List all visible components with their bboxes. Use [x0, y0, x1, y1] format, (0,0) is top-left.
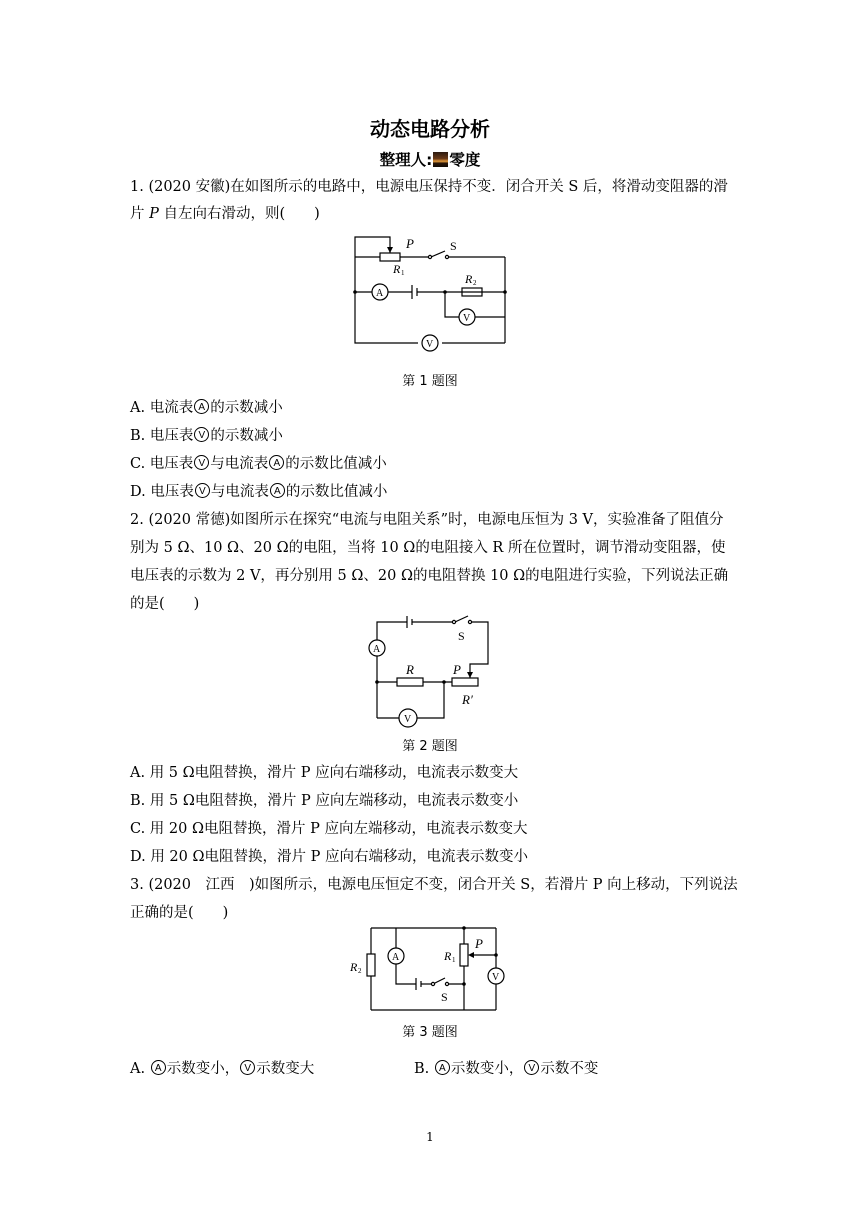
q2-voltmeter-label: V	[404, 714, 412, 725]
q3-r1-sub: 1	[452, 956, 456, 964]
q1-stem-line1: 1. (2020 安徽)在如图所示的电路中，电源电压保持不变．闭合开关 S 后，将滑动变阻器的滑	[130, 179, 728, 195]
q1-r2-sub: 2	[473, 279, 477, 287]
page-number: 1	[426, 1130, 434, 1144]
q1-option-b[interactable]: B. 电压表 V 的示数减小	[130, 428, 283, 444]
q1-option-d[interactable]: D. 电压表 V 与电流表 A 的示数比值减小	[130, 484, 388, 500]
q3-ammeter-label: A	[392, 952, 400, 963]
q3-r2-label: R	[350, 960, 358, 974]
q2-slider-label: P	[453, 662, 461, 677]
q1-caption: 第 1 题图	[402, 374, 458, 389]
page-title: 动态电路分析	[370, 117, 490, 141]
sunset-avatar-icon	[433, 152, 448, 167]
q2-option-a[interactable]: A. 用 5 Ω电阻替换，滑片 P 应向右端移动，电流表示数变大	[130, 765, 519, 781]
q1-option-c[interactable]: C. 电压表 V 与电流表 A 的示数比值减小	[130, 456, 387, 472]
q3-circuit-diagram	[346, 924, 516, 1016]
q2-stem-line1: 2. (2020 常德)如图所示在探究“电流与电阻关系”时，电源电压恒为 3 V，实验准备了阻值分	[130, 512, 724, 528]
q1-circuit-diagram	[350, 232, 510, 352]
q3-option-b[interactable]: B. A 示数变小， V 示数不变	[414, 1061, 599, 1077]
q3-voltmeter-label: V	[492, 972, 500, 983]
q2-switch-label: S	[458, 629, 465, 643]
compiler-name: 零度	[449, 151, 481, 169]
q3-switch-label: S	[441, 990, 448, 1004]
q2-stem-line4: 的是( )	[130, 596, 200, 612]
q1-ammeter-label: A	[376, 288, 384, 299]
q3-slider-label: P	[475, 936, 483, 951]
q3-stem-line1: 3. (2020 江西 )如图所示，电源电压恒定不变，闭合开关 S，若滑片 P 向上移动，下列说法	[130, 877, 738, 893]
q1-option-a[interactable]: A. 电流表 A 的示数减小	[130, 400, 283, 416]
q3-r2-sub: 2	[358, 967, 362, 975]
q2-stem-line2: 别为 5 Ω、10 Ω、20 Ω的电阻，当将 10 Ω的电阻接入 R 所在位置时，调节滑动变阻器，使	[130, 540, 726, 556]
q1-r1-sub: 1	[401, 269, 405, 277]
q2-ammeter-label: A	[373, 644, 381, 655]
q1-stem-line2: 片 P 自左向右滑动，则( )	[130, 206, 320, 222]
q3-option-a[interactable]: A. A 示数变小， V 示数变大	[130, 1061, 315, 1077]
q2-caption: 第 2 题图	[402, 739, 458, 754]
q2-rprime-label: R′	[462, 692, 473, 707]
compiler-line	[0, 148, 860, 170]
q1-r1-label: R	[393, 262, 401, 276]
q2-circuit-diagram	[364, 612, 499, 732]
q1-r2-label: R	[465, 272, 473, 286]
compiler-label: 整理人:	[379, 151, 433, 169]
q2-stem-line3: 电压表的示数为 2 V，再分别用 5 Ω、20 Ω的电阻替换 10 Ω的电阻进行实验，下列说法正确	[130, 568, 729, 584]
q2-option-c[interactable]: C. 用 20 Ω电阻替换，滑片 P 应向左端移动，电流表示数变大	[130, 821, 528, 837]
q1-slider-label: P	[406, 236, 414, 251]
q3-caption: 第 3 题图	[402, 1025, 458, 1040]
q3-stem-line2: 正确的是( )	[130, 905, 229, 921]
q2-r-label: R	[406, 662, 414, 677]
q3-r1-label: R	[444, 949, 452, 963]
q2-option-d[interactable]: D. 用 20 Ω电阻替换，滑片 P 应向右端移动，电流表示数变小	[130, 849, 528, 865]
q1-voltmeter2-label: V	[463, 313, 471, 324]
q1-voltmeter1-label: V	[426, 339, 434, 350]
q1-switch-label: S	[450, 239, 457, 253]
q2-option-b[interactable]: B. 用 5 Ω电阻替换，滑片 P 应向左端移动，电流表示数变小	[130, 793, 519, 809]
